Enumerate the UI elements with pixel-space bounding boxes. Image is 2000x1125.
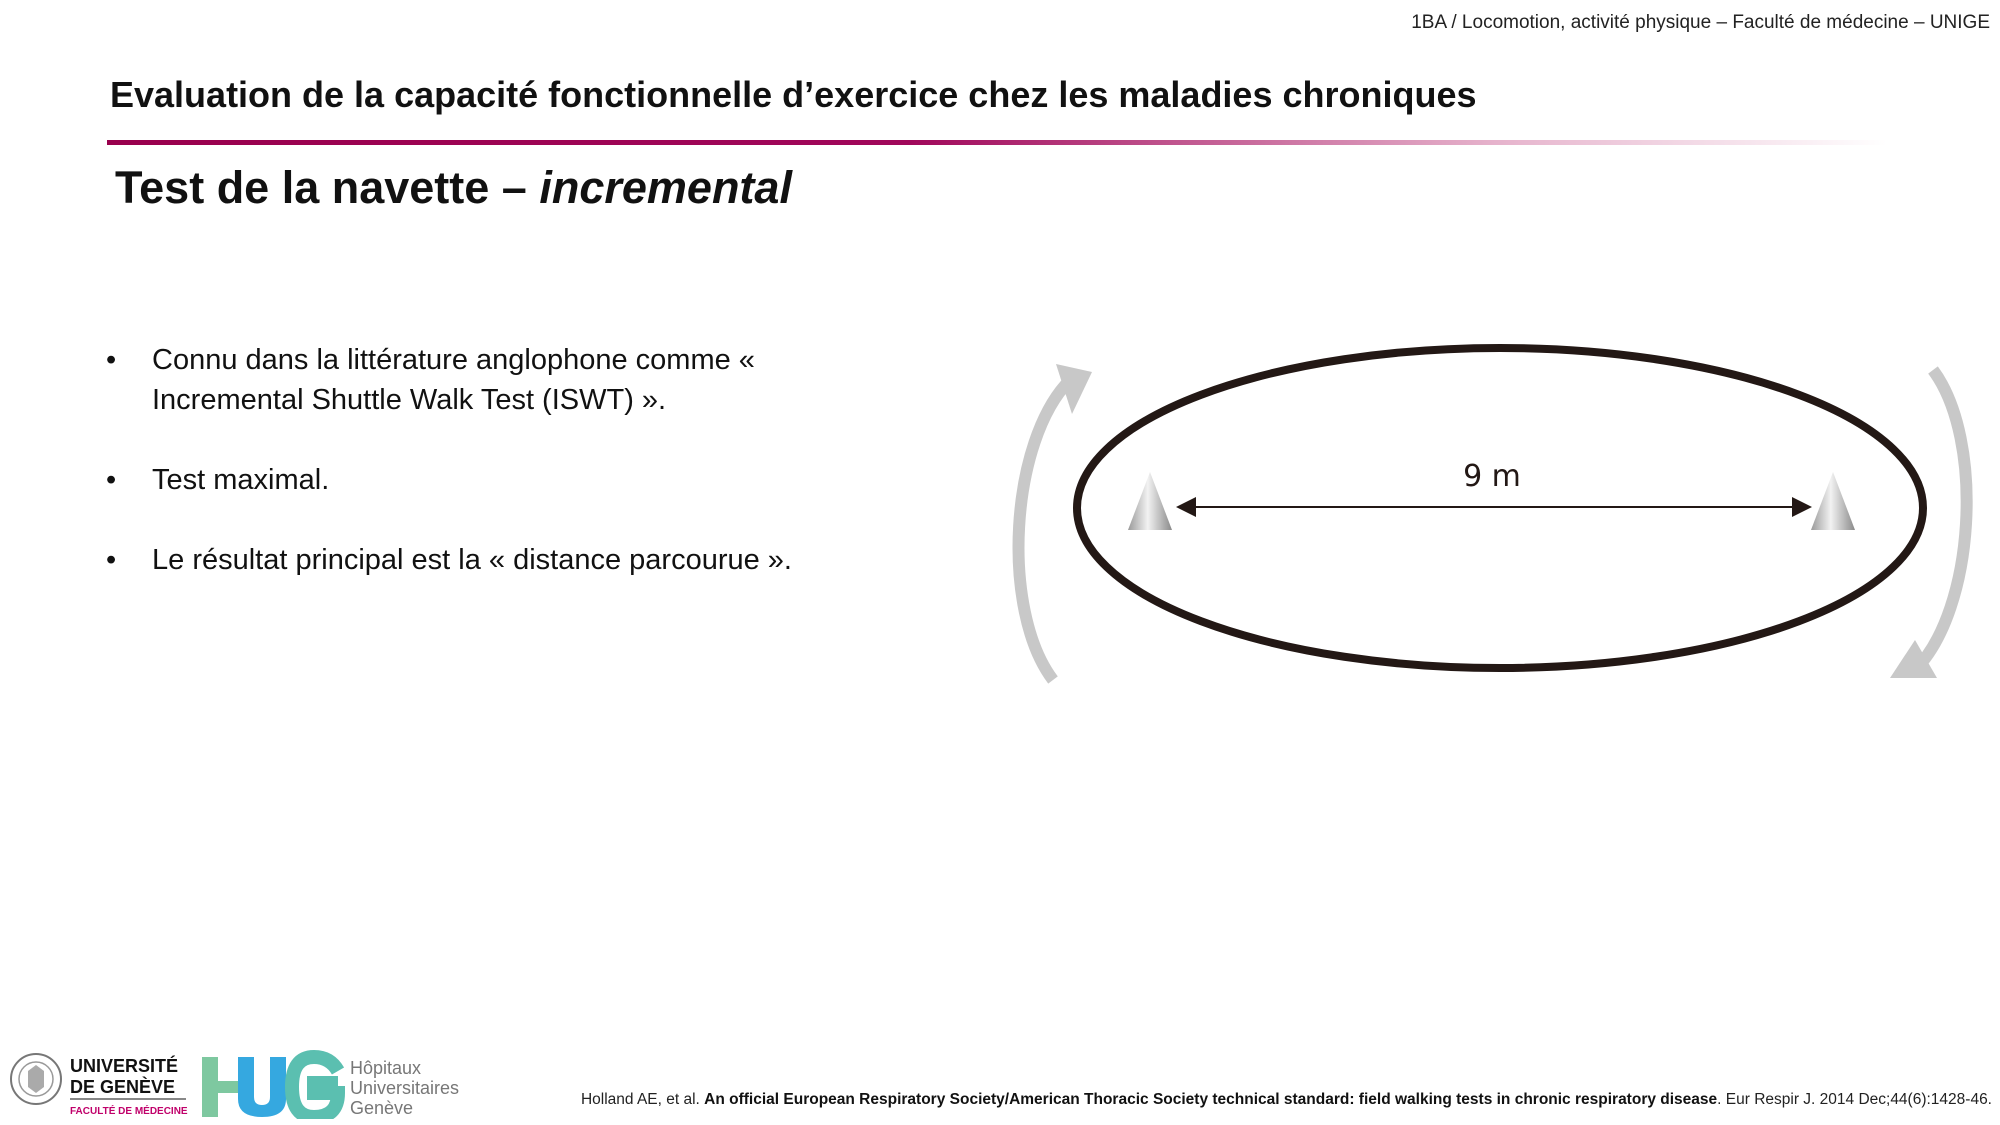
reference-journal: . Eur Respir J. 2014 Dec;44(6):1428-46.	[1717, 1091, 1992, 1108]
cone-right	[1811, 472, 1855, 530]
footer-logos	[8, 1049, 478, 1119]
unige-name-line1: UNIVERSITÉ	[70, 1056, 179, 1076]
slide-title: Evaluation de la capacité fonctionnelle d’exercice chez les maladies chroniques	[110, 74, 1477, 115]
bullet-text: Connu dans la littérature anglophone comme « Incremental Shuttle Walk Test (ISWT) ».	[152, 344, 755, 416]
unige-faculty: FACULTÉ DE MÉDECINE	[70, 1106, 188, 1117]
bullet-list	[100, 340, 860, 620]
hug-logo-icon	[202, 1057, 338, 1117]
unige-name-line2: DE GENÈVE	[70, 1077, 176, 1097]
shuttle-track-diagram	[1000, 330, 1990, 690]
bullet-text: Test maximal.	[152, 464, 330, 496]
bullet-item	[100, 340, 860, 420]
reference-authors: Holland AE, et al.	[580, 1091, 705, 1108]
bullet-marker: •	[106, 344, 117, 376]
reference-title: An official European Respiratory Society/American Thoracic Society technical standard: field walking tests in chronic respiratory disease	[704, 1091, 1718, 1108]
cone-left	[1128, 472, 1172, 530]
hug-name-line1: Hôpitaux	[350, 1058, 422, 1078]
reference-citation	[581, 1091, 1992, 1109]
bullet-marker: •	[106, 544, 117, 576]
subtitle-main: Test de la navette –	[115, 162, 540, 213]
partner-logos	[8, 1049, 478, 1119]
hug-name-line3: Genève	[350, 1098, 414, 1118]
bullet-item	[100, 460, 860, 500]
bullet-marker: •	[106, 464, 117, 496]
unige-seal-icon	[11, 1054, 61, 1104]
bullet-item	[100, 540, 860, 580]
distance-label: 9 m	[1463, 459, 1521, 494]
hug-name-line2: Universitaires	[350, 1078, 460, 1098]
slide-subtitle	[115, 162, 792, 214]
subtitle-emphasis: incremental	[539, 162, 792, 213]
course-header: 1BA / Locomotion, activité physique – Faculté de médecine – UNIGE	[1411, 12, 1990, 33]
title-divider	[107, 140, 1887, 145]
rotation-arrow-left	[1019, 380, 1070, 680]
bullet-text: Le résultat principal est la « distance parcourue ».	[152, 544, 792, 576]
